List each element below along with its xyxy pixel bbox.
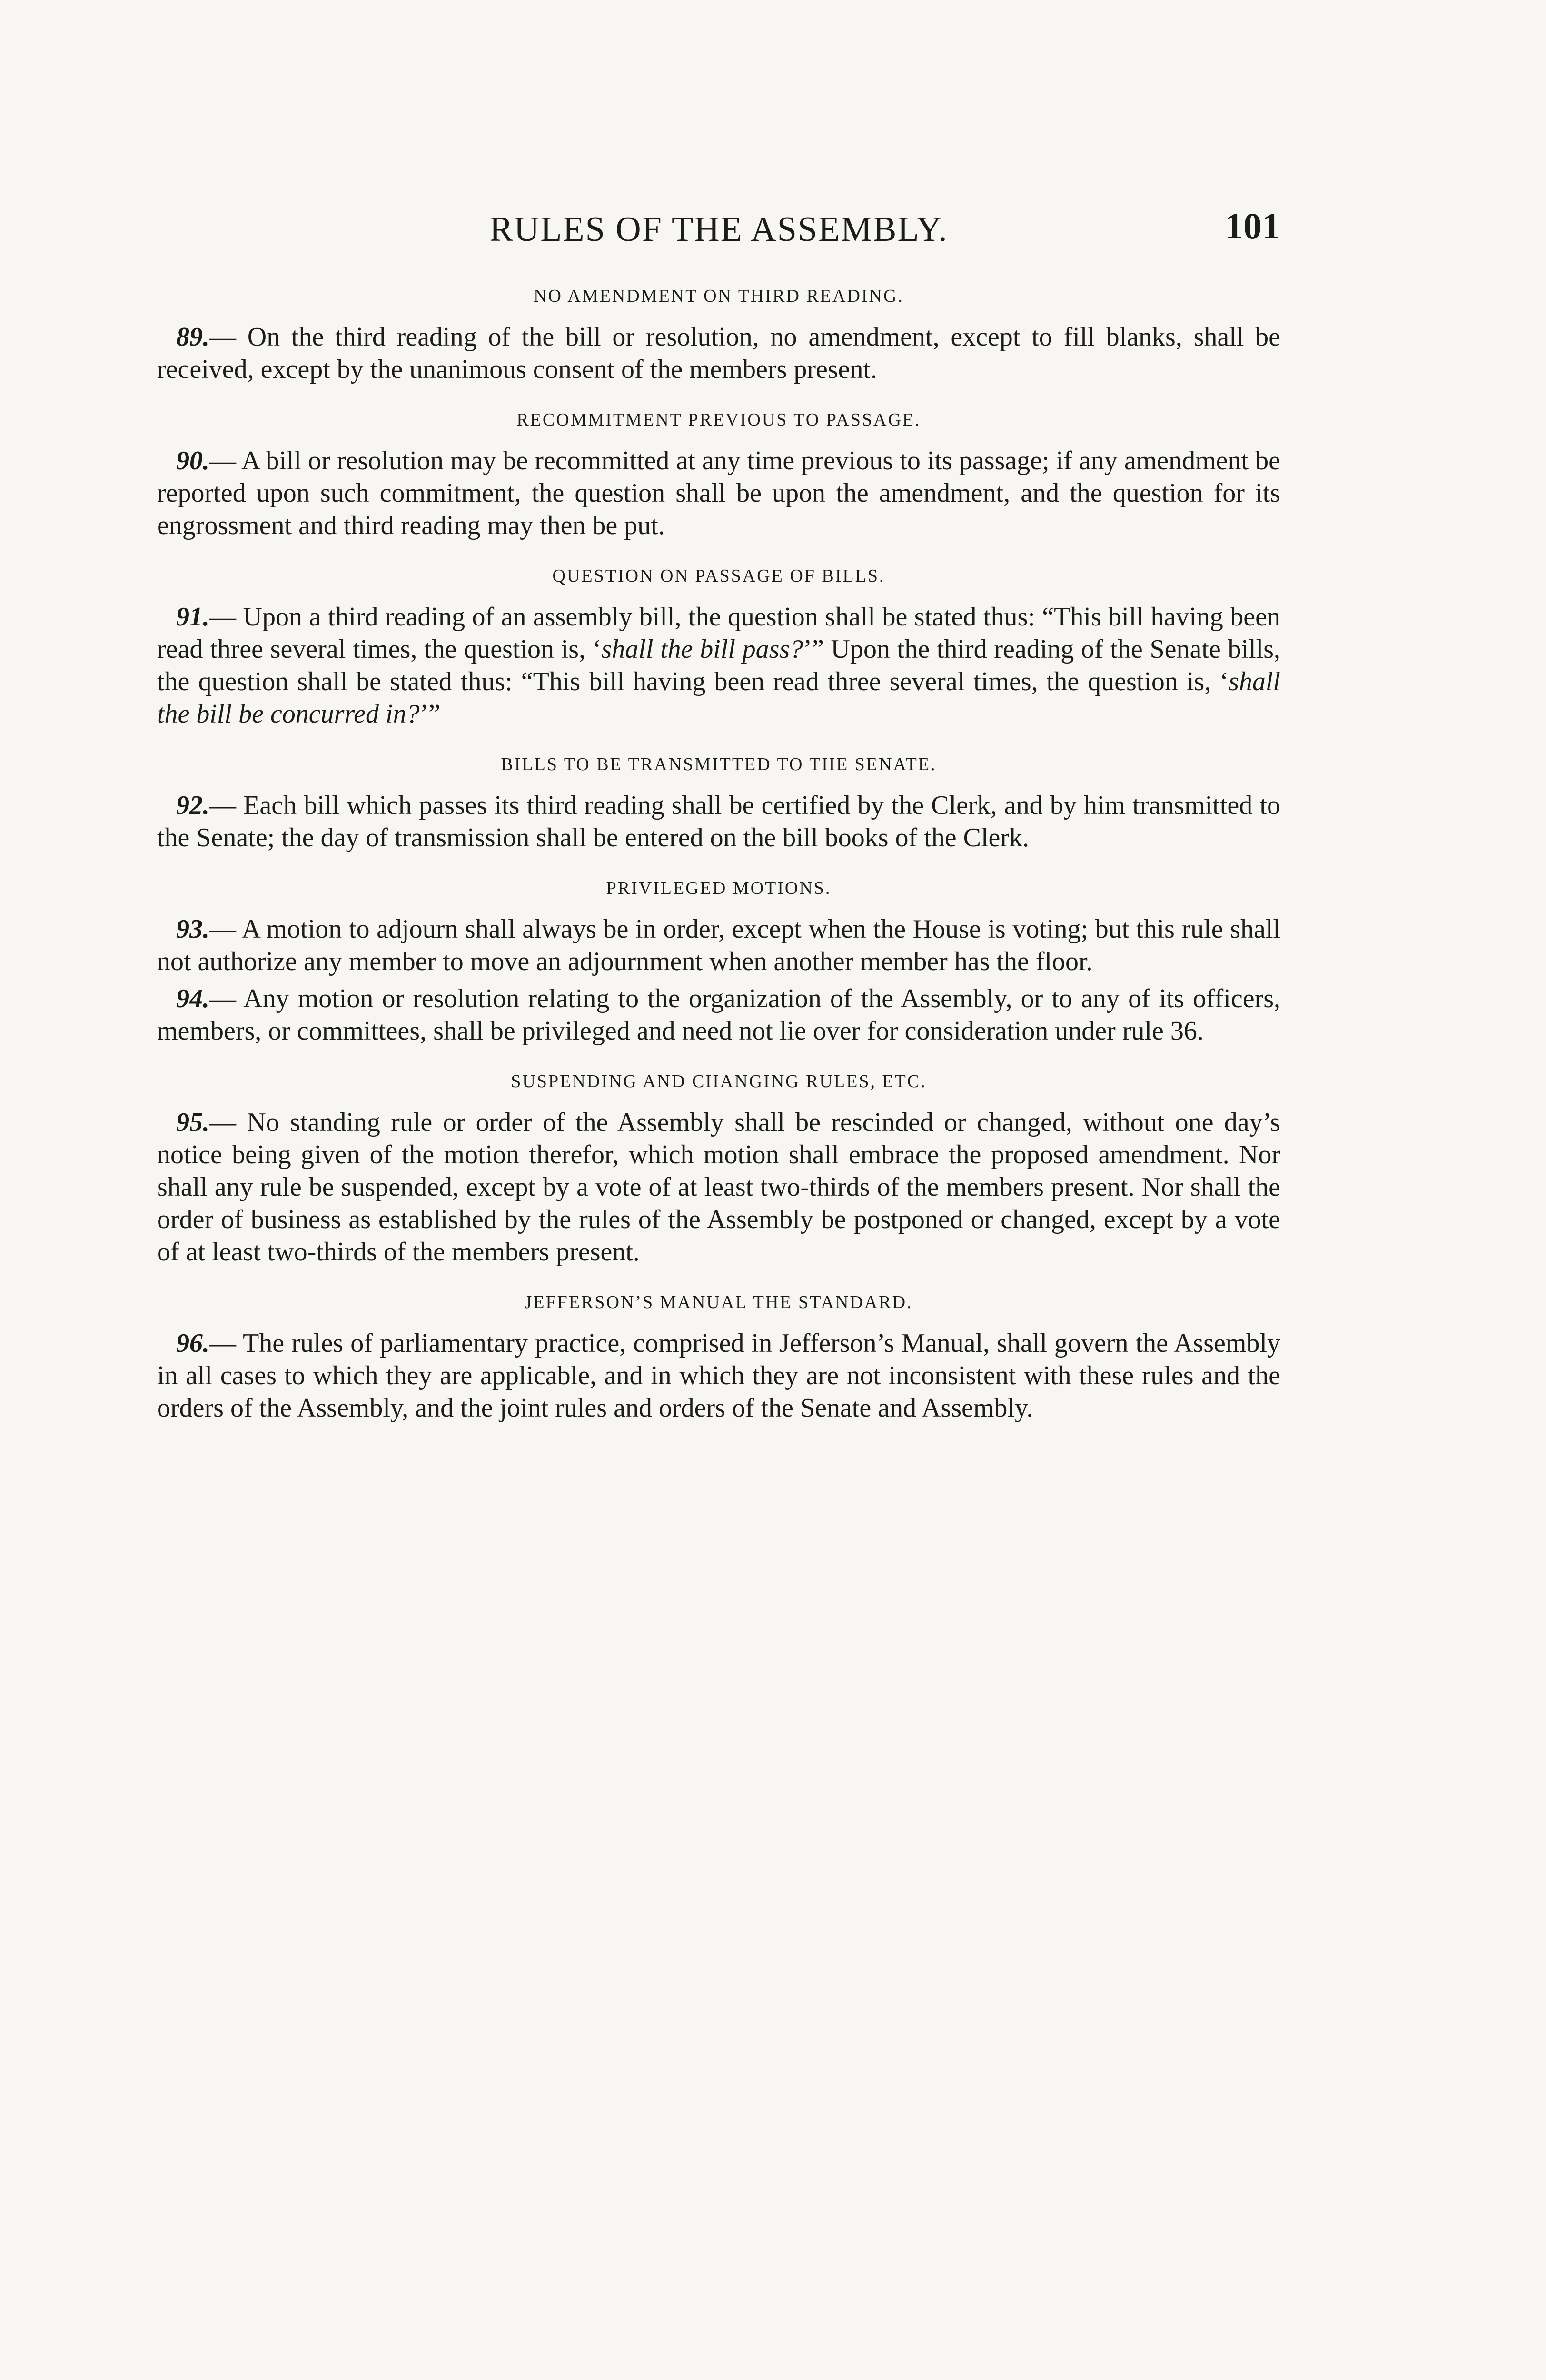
rule-text: On the third reading of the bill or resolution, no amendment, except to fill blanks, shall be received, except by the unanimous consent of the members present. [157, 322, 1280, 384]
rule-number: 91. [176, 602, 209, 632]
rule-paragraph: 89.— On the third reading of the bill or resolution, no amendment, except to fill blanks, shall be received, except by the unanimous consent of the members present. [157, 322, 1280, 384]
rule-paragraph: 96.— The rules of parliamentary practice, comprised in Jefferson’s Manual, shall govern the Assembly in all cases to which they are applicable, and in which they are not inconsistent with these rules and the orders of the Assembly, and the joint rules and orders of the Senate and Assembly. [157, 1329, 1280, 1423]
section-heading: QUESTION ON PASSAGE OF BILLS. [552, 566, 885, 586]
rule-text-italic: shall the bill be concurred in? [157, 667, 1280, 729]
rule-text: Any motion or resolution relating to the organization of the Assembly, or to any of its officers, members, or committees, shall be privileged and need not lie over for consideration under rule 36. [157, 984, 1280, 1046]
rule-number: 94. [176, 984, 209, 1013]
rule-number: 93. [176, 914, 209, 944]
rule-number: 89. [176, 322, 209, 352]
page-header [157, 205, 1280, 262]
rule-text: A bill or resolution may be recommitted at any time previous to its passage; if any amendment be reported upon such commitment, the question shall be upon the amendment, and the question for its engrossment and third reading may then be put. [157, 446, 1280, 540]
running-head: RULES OF THE ASSEMBLY. [489, 210, 948, 249]
rule-text: The rules of parliamentary practice, comprised in Jefferson’s Manual, shall govern the Assembly in all cases to which they are applicable, and in which they are not inconsistent with these rules and the orders of the Assembly, and the joint rules and orders of the Senate and Assembly. [157, 1329, 1280, 1423]
rule-text: A motion to adjourn shall always be in order, except when the House is voting; but this rule shall not authorize any member to move an adjournment when another member has the floor. [157, 914, 1280, 976]
rule-text: Each bill which passes its third reading shall be certified by the Clerk, and by him transmitted to the Senate; the day of transmission shall be entered on the bill books of the Clerk. [157, 791, 1281, 853]
rule-text-italic: shall the bill pass? [601, 635, 803, 664]
section-heading: JEFFERSON’S MANUAL THE STANDARD. [525, 1292, 913, 1312]
section-heading: SUSPENDING AND CHANGING RULES, ETC. [511, 1071, 927, 1091]
section-heading: PRIVILEGED MOTIONS. [606, 878, 832, 898]
rule-paragraph: 95.— No standing rule or order of the Assembly shall be rescinded or changed, without one day’s notice being given of the motion therefor, which motion shall embrace the proposed amendment. Nor shall any rule be suspended, except by a vote of at least two-thirds of the members present. Nor shall the order of business as established by the rules of the Assembly be postponed or changed, except by a vote of at least two-thirds of the members present. [157, 1108, 1281, 1267]
rule-number: 96. [176, 1329, 209, 1358]
rule-text: ’” [419, 699, 441, 729]
rule-number: 95. [176, 1108, 209, 1137]
page-number: 101 [1225, 205, 1280, 247]
section-heading: NO AMENDMENT ON THIRD READING. [534, 286, 904, 306]
rule-text: Upon a third reading of an assembly bill, the question shall be stated thus: “This bill having been read three several times, the question is, ‘ [157, 602, 1281, 664]
rule-paragraph: 90.— A bill or resolution may be recommitted at any time previous to its passage; if any amendment be reported upon such commitment, the question shall be upon the amendment, and the question for its engrossment and third reading may then be put. [157, 446, 1280, 540]
rule-number: 90. [176, 446, 209, 476]
rule-paragraph: 94.— Any motion or resolution relating to the organization of the Assembly, or to any of its officers, members, or committees, shall be privileged and need not lie over for consideration under rule 36. [157, 984, 1280, 1046]
rule-text: ’” Upon the third reading of the Senate bills, the question shall be stated thus: “This bill having been read three several times, the question is, ‘ [157, 635, 1280, 696]
rule-paragraph: 91.— Upon a third reading of an assembly bill, the question shall be stated thus: “This bill having been read three several times, the question is, ‘shall the bill pass?’” Upon the third reading of the Senate bills, the question shall be stated thus: “This bill having been read three several times, the question is, ‘shall the bill be concurred in?’” [157, 602, 1281, 729]
document-page [157, 205, 1280, 1424]
rule-paragraph: 93.— A motion to adjourn shall always be in order, except when the House is voting; but this rule shall not authorize any member to move an adjournment when another member has the floor. [157, 914, 1280, 976]
rule-paragraph: 92.— Each bill which passes its third reading shall be certified by the Clerk, and by him transmitted to the Senate; the day of transmission shall be entered on the bill books of the Clerk. [157, 791, 1281, 853]
rule-text: No standing rule or order of the Assembly shall be rescinded or changed, without one day’s notice being given of the motion therefor, which motion shall embrace the proposed amendment. Nor shall any rule be suspended, except by a vote of at least two-thirds of the members present. Nor shall the order of business as established by the rules of the Assembly be postponed or changed, except by a vote of at least two-thirds of the members present. [157, 1108, 1281, 1267]
section-heading: RECOMMITMENT PREVIOUS TO PASSAGE. [516, 410, 921, 430]
rule-number: 92. [176, 791, 209, 820]
section-heading: BILLS TO BE TRANSMITTED TO THE SENATE. [501, 754, 937, 774]
